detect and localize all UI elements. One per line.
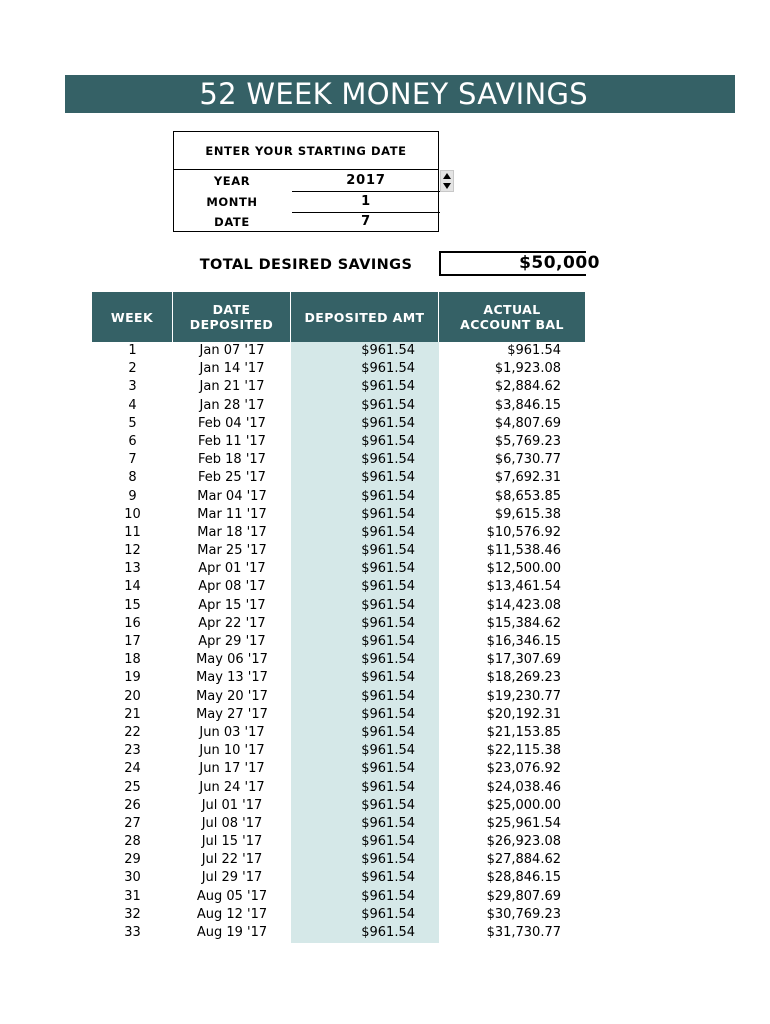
total-desired-savings-value: $50,000 [519,253,600,273]
week-cell: 14 [124,579,141,595]
balance-cell: $22,115.38 [486,743,561,759]
amount-cell: $961.54 [361,688,415,704]
date-cell: Mar 18 '17 [197,524,267,540]
amount-cell: $961.54 [361,743,415,759]
amount-cell: $961.54 [361,397,415,413]
table-row [92,433,586,451]
week-cell: 16 [124,615,141,631]
total-desired-savings-field[interactable] [439,251,600,276]
starting-date-heading: ENTER YOUR STARTING DATE [174,132,438,170]
balance-cell: $23,076.92 [486,761,561,777]
week-cell: 19 [124,670,141,686]
balance-cell: $12,500.00 [486,561,561,577]
date-cell: Mar 04 '17 [197,488,267,504]
amount-cell: $961.54 [361,834,415,850]
amount-cell: $961.54 [361,724,415,740]
week-cell: 30 [124,870,141,886]
starting-date-panel [173,131,439,232]
week-cell: 3 [128,379,137,395]
balance-cell: $5,769.23 [494,433,561,449]
date-cell: Apr 29 '17 [198,634,266,649]
date-cell: Jul 01 '17 [201,797,263,813]
amount-cell: $961.54 [361,433,415,449]
balance-cell: $28,846.15 [486,870,561,886]
balance-cell: $25,000.00 [486,797,561,813]
amount-cell: $961.54 [361,797,415,813]
date-cell: Apr 15 '17 [198,597,266,613]
table-row [92,560,586,578]
table-row [92,597,586,615]
balance-cell: $27,884.62 [486,852,561,868]
date-cell: Jan 21 '17 [199,379,265,395]
table-row [92,378,586,396]
table-row [92,706,586,724]
balance-cell: $8,653.85 [494,488,561,504]
date-cell: Jul 22 '17 [201,852,263,868]
month-row [174,192,438,213]
date-cell: Feb 18 '17 [198,452,266,468]
week-cell: 4 [128,397,137,413]
date-row [174,212,438,233]
date-cell: Feb 25 '17 [198,470,266,486]
week-cell: 26 [124,797,141,813]
amount-cell: $961.54 [361,670,415,686]
table-row [92,360,586,378]
table-row [92,742,586,760]
date-cell: Jan 28 '17 [199,397,265,413]
amount-cell: $961.54 [361,361,415,377]
date-cell: Jul 08 '17 [201,815,263,831]
date-cell: Jul 29 '17 [201,870,263,886]
balance-cell: $14,423.08 [486,597,561,613]
balance-cell: $4,807.69 [494,415,561,431]
year-row [174,171,438,192]
balance-cell: $29,807.69 [486,888,561,904]
title-clip [65,75,588,113]
date-cell: May 27 '17 [196,706,268,722]
table-row [92,924,586,942]
week-cell: 13 [124,561,141,577]
date-cell: Apr 01 '17 [198,561,266,577]
balance-cell: $19,230.77 [486,688,561,704]
amount-cell: $961.54 [361,561,415,577]
date-cell: Jun 24 '17 [199,779,265,795]
amount-cell: $961.54 [361,379,415,395]
year-field[interactable]: 2017 [292,171,440,192]
week-cell: 18 [124,652,141,668]
amount-cell: $961.54 [361,706,415,722]
header-date-deposited [173,292,291,342]
amount-cell: $961.54 [361,634,415,649]
table-row [92,760,586,778]
table-row [92,906,586,924]
week-cell: 27 [124,815,141,831]
week-cell: 28 [124,834,141,850]
date-cell: Apr 08 '17 [198,579,266,595]
amount-cell: $961.54 [361,506,415,522]
week-cell: 31 [124,888,141,904]
header-amount-label: DEPOSITED AMT [304,309,425,325]
amount-cell: $961.54 [361,779,415,795]
table-row [92,888,586,906]
balance-cell: $18,269.23 [486,670,561,686]
date-cell: Mar 25 '17 [197,543,267,559]
week-cell: 22 [124,724,141,740]
week-cell: 15 [124,597,141,613]
month-label: MONTH [206,195,258,209]
balance-cell: $6,730.77 [494,452,561,468]
week-cell: 8 [128,470,137,486]
amount-cell: $961.54 [361,925,415,940]
table-row [92,506,586,524]
balance-cell: $26,923.08 [486,834,561,850]
header-balance-line2: ACCOUNT BAL [460,317,564,332]
date-cell: Feb 11 '17 [198,433,266,449]
week-cell: 10 [124,506,141,522]
amount-cell: $961.54 [361,524,415,540]
balance-cell: $10,576.92 [486,524,561,540]
table-row [92,797,586,815]
balance-cell: $11,538.46 [486,543,561,559]
date-label: DATE [214,215,250,229]
date-cell: May 06 '17 [196,652,268,668]
savings-table-body [92,342,586,942]
amount-cell: $961.54 [361,852,415,868]
date-cell: Jun 03 '17 [199,724,265,740]
amount-cell: $961.54 [361,815,415,831]
header-actual-account-bal [439,292,585,342]
balance-cell: $13,461.54 [486,579,561,595]
table-row [92,651,586,669]
table-row [92,615,586,633]
balance-cell: $30,769.23 [486,906,561,922]
table-row [92,578,586,596]
header-deposited-amt [291,292,439,342]
table-row [92,415,586,433]
balance-cell: $16,346.15 [486,634,561,649]
header-balance-line1: ACTUAL [483,302,541,317]
date-cell: Aug 19 '17 [196,925,268,940]
week-cell: 29 [124,852,141,868]
amount-cell: $961.54 [361,488,415,504]
week-cell: 21 [124,706,141,722]
total-desired-savings-label: TOTAL DESIRED SAVINGS [199,257,413,273]
date-cell: Apr 22 '17 [198,615,266,631]
week-cell: 32 [124,906,141,922]
week-cell: 11 [124,524,141,540]
balance-cell: $1,923.08 [494,361,561,377]
date-cell: Jun 17 '17 [199,761,265,777]
table-row [92,688,586,706]
table-row [92,451,586,469]
amount-cell: $961.54 [361,452,415,468]
balance-cell: $3,846.15 [494,397,561,413]
balance-cell: $15,384.62 [486,615,561,631]
amount-cell: $961.54 [361,906,415,922]
table-row [92,669,586,687]
date-cell: Jul 15 '17 [201,834,263,850]
spin-up-icon[interactable] [443,173,451,179]
amount-cell: $961.54 [361,597,415,613]
week-cell: 17 [124,634,141,649]
amount-cell: $961.54 [361,888,415,904]
page-title: 52 WEEK MONEY SAVINGS [199,77,588,111]
date-cell: May 20 '17 [196,688,268,704]
balance-cell: $17,307.69 [486,652,561,668]
week-cell: 9 [128,488,137,504]
header-balance-label [460,302,564,332]
date-cell: Jan 07 '17 [199,343,265,358]
amount-cell: $961.54 [361,870,415,886]
balance-cell: $7,692.31 [494,470,561,486]
balance-cell: $2,884.62 [494,379,561,395]
table-row [92,815,586,833]
table-row [92,342,586,360]
date-cell: Aug 05 '17 [196,888,268,904]
week-cell: 12 [124,543,141,559]
date-cell: Jan 14 '17 [199,361,265,377]
date-cell: May 13 '17 [196,670,268,686]
week-cell: 1 [128,343,137,358]
amount-cell: $961.54 [361,470,415,486]
header-date-line2: DEPOSITED [189,317,274,332]
balance-cell: $24,038.46 [486,779,561,795]
month-field[interactable]: 1 [292,192,440,213]
balance-cell: $961.54 [507,343,561,358]
header-date-label [190,302,273,332]
date-cell: Mar 11 '17 [197,506,267,522]
header-week [92,292,173,342]
table-row [92,542,586,560]
header-date-line1: DATE [212,302,251,317]
date-cell: Aug 12 '17 [196,906,268,922]
spinner-arrows-icon[interactable] [440,170,454,192]
balance-cell: $31,730.77 [486,925,561,940]
week-cell: 2 [128,361,137,377]
spin-down-icon[interactable] [443,183,451,189]
table-row [92,469,586,487]
week-cell: 6 [128,433,137,449]
week-cell: 24 [124,761,141,777]
amount-cell: $961.54 [361,543,415,559]
amount-cell: $961.54 [361,615,415,631]
week-cell: 33 [124,925,141,940]
amount-cell: $961.54 [361,343,415,358]
table-row [92,869,586,887]
amount-cell: $961.54 [361,652,415,668]
table-row [92,724,586,742]
balance-cell: $20,192.31 [486,706,561,722]
date-cell: Feb 04 '17 [198,415,266,431]
table-row [92,488,586,506]
date-field[interactable]: 7 [361,214,371,229]
table-row [92,851,586,869]
year-label: YEAR [213,174,251,188]
table-row [92,524,586,542]
amount-cell: $961.54 [361,761,415,777]
balance-cell: $25,961.54 [486,815,561,831]
week-cell: 20 [124,688,141,704]
date-cell: Jun 10 '17 [199,743,265,759]
week-cell: 5 [128,415,137,431]
amount-cell: $961.54 [361,415,415,431]
table-row [92,833,586,851]
amount-cell: $961.54 [361,579,415,595]
week-cell: 7 [128,452,137,468]
title-banner [65,75,735,113]
week-cell: 25 [124,779,141,795]
week-cell: 23 [124,743,141,759]
table-row [92,779,586,797]
table-row [92,633,586,651]
header-week-label: WEEK [110,309,154,325]
balance-cell: $9,615.38 [494,506,561,522]
table-row [92,397,586,415]
balance-cell: $21,153.85 [486,724,561,740]
